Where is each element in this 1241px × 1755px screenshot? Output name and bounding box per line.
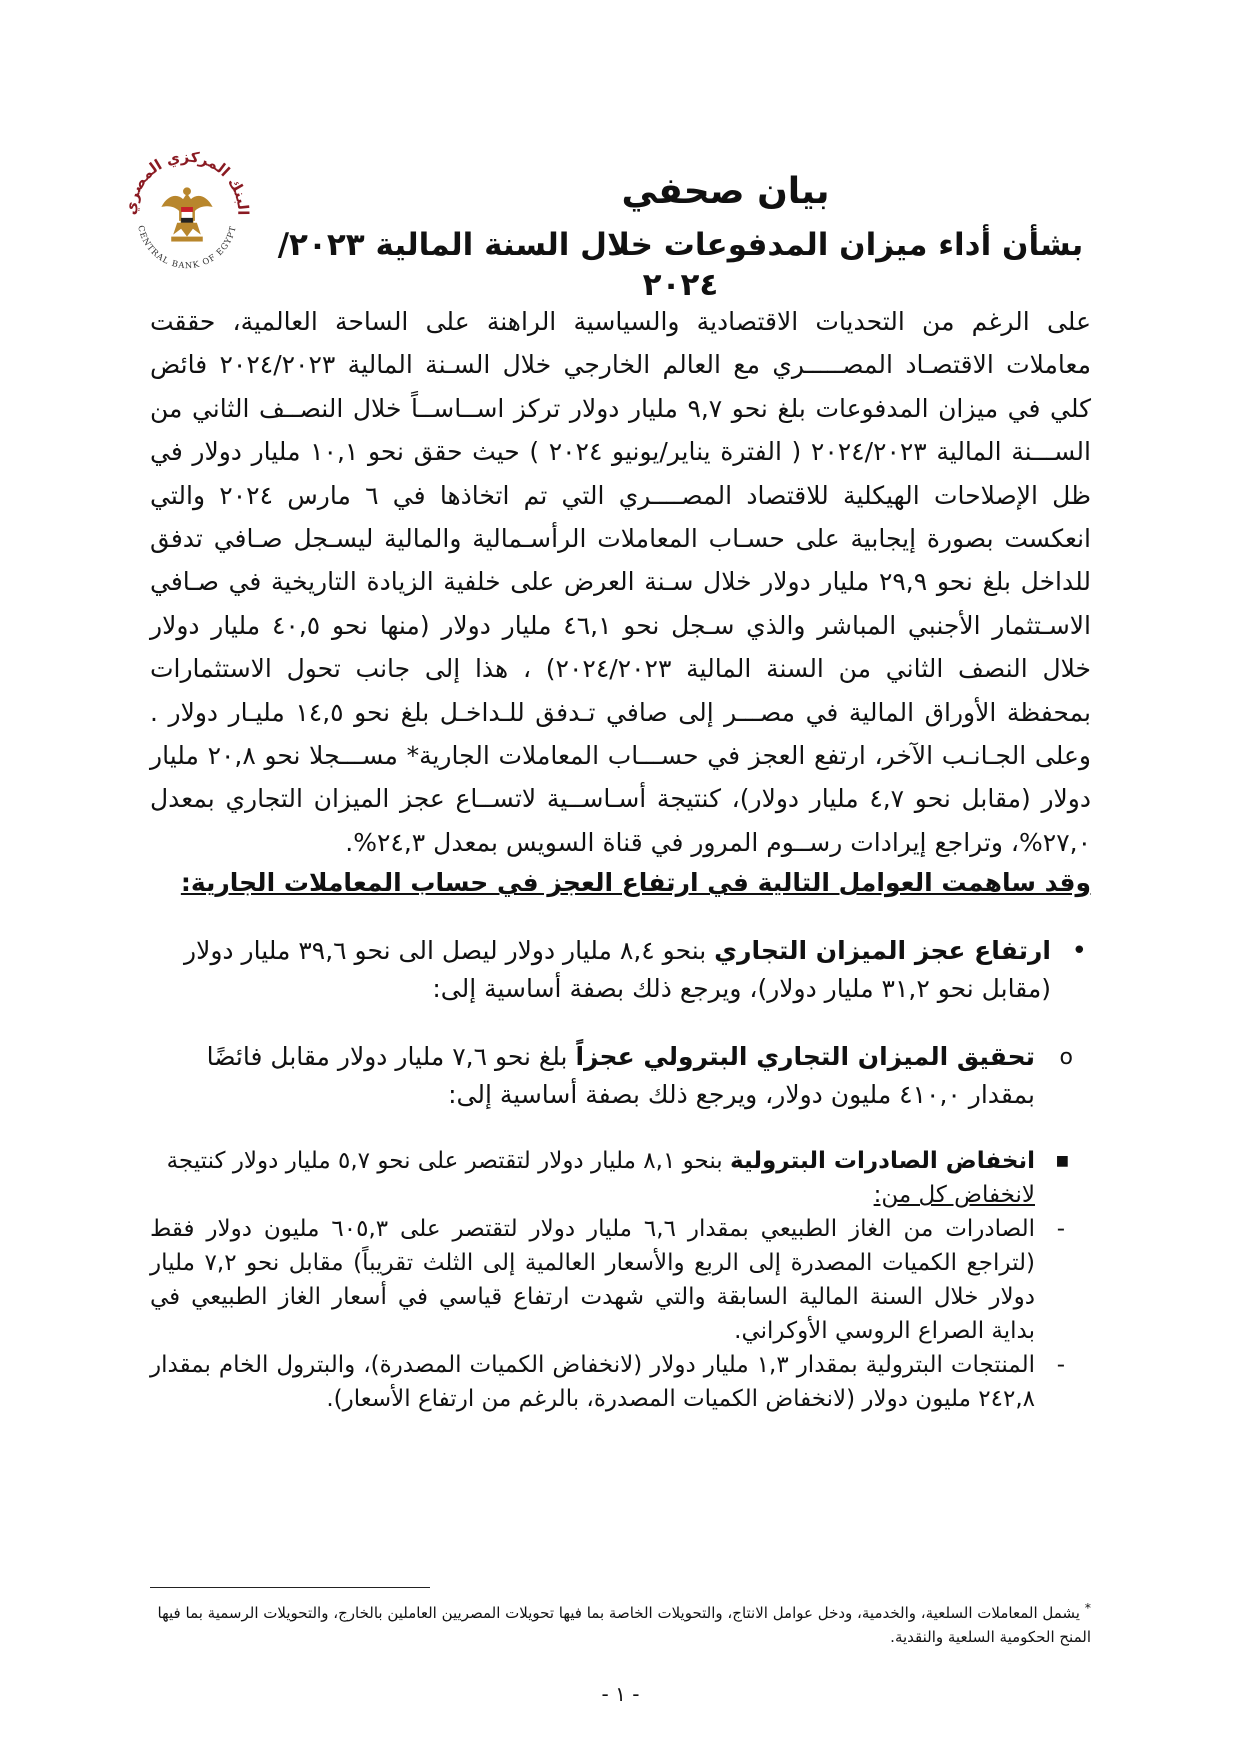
- central-bank-logo: [118, 140, 256, 278]
- footnote-divider: [150, 1587, 430, 1588]
- page-title: بيان صحفي: [621, 171, 830, 212]
- bullet-dot-icon: •: [1071, 936, 1087, 967]
- bullet-square-icon: ■: [1055, 1153, 1069, 1170]
- svg-text:البنك المركزي المصري: البنك المركزي المصري: [122, 148, 252, 216]
- svg-text:CENTRAL BANK OF EGYPT: CENTRAL BANK OF EGYPT: [136, 224, 238, 271]
- bullet-circle-icon: o: [1059, 1045, 1073, 1071]
- bullet-trade-deficit: [150, 932, 1091, 1008]
- dash-icon: -: [1056, 1216, 1065, 1243]
- dash-icon: -: [1056, 1352, 1065, 1379]
- dash-item-text: الصادرات من الغاز الطبيعي بمقدار ٦,٦ مليار دولار لتقتصر على ٦٠٥,٣ مليون دولار فقط (لتراجع الكميات المصدرة إلى الربع والأسعار العالمية إلى الثلث تقريباً) مقابل نحو ٧,٢ مليار دولار خلال السنة المالية السابقة والتي شهدت ارتفاع قياسي في أسعار الغاز الطبيعي في بداية الصراع الروسي الأوكراني.: [150, 1216, 1035, 1345]
- intro-paragraph: على الرغم من التحديات الاقتصادية والسياسية الراهنة على الساحة العالمية، حققت معاملات الاقتصـاد المصـــــري مع العالم الخارجي خلال السـنة المالية ٢٠٢٤/٢٠٢٣ فائض كلي في ميزان المدفوعات بلغ نحو ٩,٧ مليار دولار تركز اســاســاً خلال النصــف الثاني من الســـنة المالية ٢٠٢٤/٢٠٢٣ ( الفترة يناير/يونيو ٢٠٢٤ ) حيث حقق نحو ١٠,١ مليار دولار في ظل الإصلاحات الهيكلية للاقتصاد المصــــري التي تم اتخاذها في ٦ مارس ٢٠٢٤ والتي انعكست بصورة إيجابية على حسـاب المعاملات الرأسـمالية والمالية ليسـجل صـافي تدفق للداخل بلغ نحو ٢٩,٩ مليار دولار خلال سـنة العرض على خلفية الزيادة التاريخية في صـافي الاسـتثمار الأجنبي المباشر والذي سـجل نحو ٤٦,١ مليار دولار (منها نحو ٤٠,٥ مليار دولار خلال النصف الثاني من السنة المالية ٢٠٢٤/٢٠٢٣) ، هذا إلى جانب تحول الاستثمارات بمحفظة الأوراق المالية في مصـــر إلى صافي تـدفق للـداخـل بلغ نحو ١٤,٥ مليـار دولار . وعلى الجـانـب الآخر، ارتفع العجز في حســـاب المعاملات الجارية* مســـجلا نحو ٢٠,٨ مليار دولار (مقابل نحو ٤,٧ مليار دولار)، كنتيجة أسـاســية لاتســاع عجز الميزان التجاري بمعدل ٢٧,٠%، وتراجع إيرادات رســوم المرور في قناة السويس بمعدل ٢٤,٣%.: [150, 307, 1092, 857]
- bullet-text: بنحو ٨,١ مليار دولار لتقتصر على نحو ٥,٧ مليار دولار كنتيجة: [166, 1148, 731, 1175]
- bullet-petroleum-exports: [150, 1144, 1091, 1212]
- bullet-lead: ارتفاع عجز الميزان التجاري: [714, 936, 1051, 966]
- main-content: [150, 300, 1091, 1416]
- bullet-text: بنحو ٨,٤ مليار دولار ليصل الى نحو ٣٩,٦ مليار دولار (مقابل نحو ٣١,٢ مليار دولار)، ويرجع ذلك بصفة أساسية إلى:: [184, 936, 1051, 1004]
- dash-item-natural-gas: [150, 1212, 1091, 1348]
- factors-heading: وقد ساهمت العوامل التالية في ارتفاع العجز في حساب المعاملات الجارية:: [180, 868, 1091, 898]
- eagle-emblem-icon: [118, 140, 256, 278]
- footnote-marker: *: [1084, 1600, 1091, 1615]
- bullet-petroleum-balance: [150, 1038, 1091, 1114]
- bullet-lead: انخفاض الصادرات البترولية: [730, 1148, 1035, 1175]
- dash-item-text: المنتجات البترولية بمقدار ١,٣ مليار دولار (لانخفاض الكميات المصدرة)، والبترول الخام بمقدار ٢٤٢,٨ مليون دولار (لانخفاض الكميات المصدرة، بالرغم من ارتفاع الأسعار).: [150, 1352, 1035, 1413]
- bullet-underlined-text: لانخفاض كل من:: [873, 1182, 1035, 1209]
- bullet-lead: تحقيق الميزان التجاري البترولي عجزاً: [575, 1042, 1035, 1072]
- page-number: - ١ -: [601, 1682, 640, 1706]
- footnote-text: يشمل المعاملات السلعية، والخدمية، ودخل عوامل الانتاج، والتحويلات الخاصة بما فيها تحويلات المصريين العاملين بالخارج، والتحويلات الرسمية بما فيها المنح الحكومية السلعية والنقدية.: [157, 1604, 1091, 1646]
- bullet-text: بلغ نحو ٧,٦ مليار دولار مقابل فائضًا بمقدار ٤١٠,٠ مليون دولار، ويرجع ذلك بصفة أساسية إلى:: [206, 1042, 1035, 1110]
- page-subtitle: بشأن أداء ميزان المدفوعات خلال السنة المالية ٢٠٢٣/ ٢٠٢٤: [277, 227, 1084, 303]
- dash-item-petroleum-products: [150, 1348, 1091, 1416]
- footnote: [150, 1596, 1091, 1649]
